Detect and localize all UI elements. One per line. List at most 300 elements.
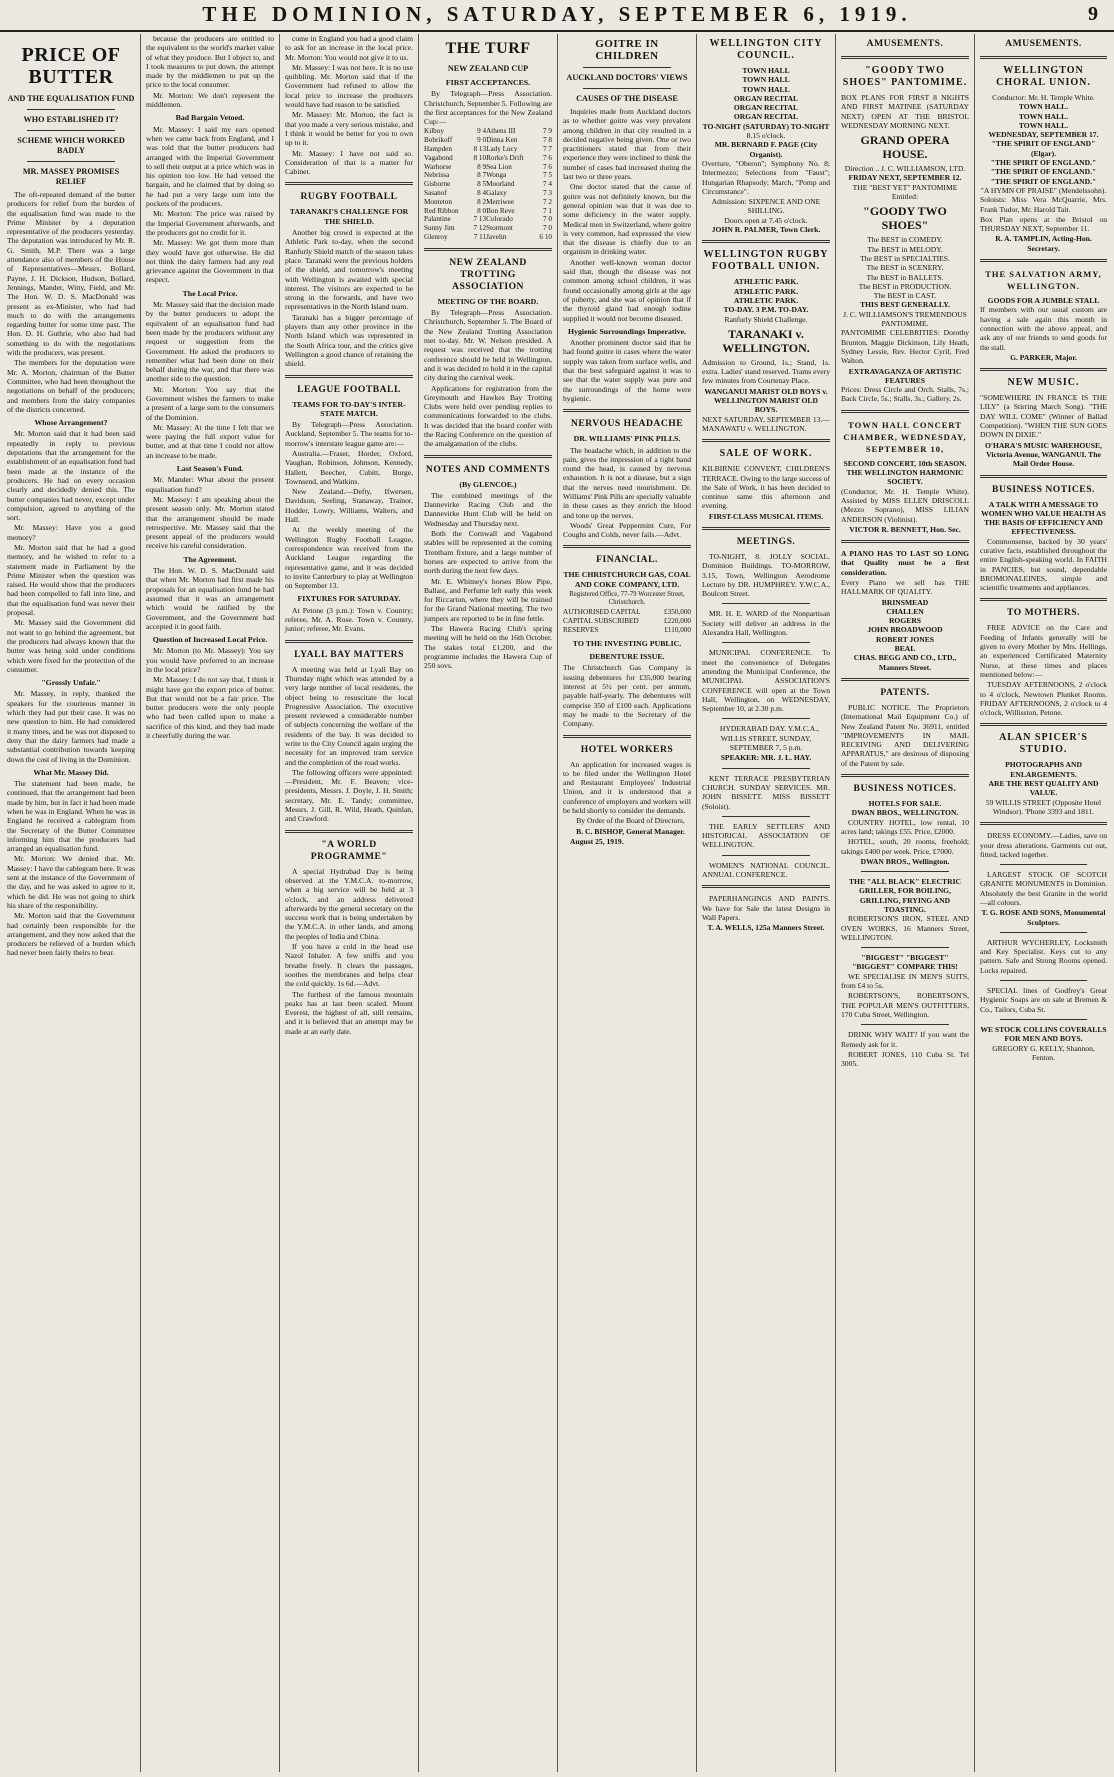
divider: [841, 56, 969, 59]
horse-weight: 7 0: [543, 215, 552, 224]
divider: [285, 830, 413, 833]
ad-text: MR. H. E. WARD of the Nonpartisan Society will deliver an address in the Alexandra Hall, Wellington.: [702, 609, 830, 638]
headline-the-turf: THE TURF: [445, 40, 531, 57]
ad-line: TOWN HALL.: [1018, 102, 1069, 112]
divider: [27, 109, 115, 110]
horse-weight: 8 5: [477, 180, 487, 189]
ad-spicer-studio: [980, 732, 1107, 816]
divider: [841, 678, 969, 681]
capital-label: RESERVES: [563, 626, 599, 635]
article-paragraph: Mr. Morton: The price was raised by the Imperial Government afterwards, and the producers got no credit for it.: [146, 209, 274, 237]
article-paragraph: The combined meetings of the Dannevirke Racing Club and the Dannevirke Hunt Club will be held on Wednesday and Thursday next.: [424, 490, 552, 528]
headline-goitre: GOITRE IN CHILDREN: [595, 38, 659, 62]
divider: [702, 885, 830, 888]
ad-line: BEAL: [894, 644, 916, 654]
ad-line: Admission: SIXPENCE AND ONE SHILLING.: [711, 197, 821, 216]
headline-hotel-workers: HOTEL WORKERS: [580, 743, 674, 755]
horse-name: Galaxy: [486, 189, 507, 198]
ad-teams: TARANAKI v. WELLINGTON.: [722, 326, 810, 355]
subheading-who-established: WHO ESTABLISHED IT?: [23, 115, 119, 124]
ad-heading: TOWN HALL CONCERT CHAMBER, WEDNESDAY, SEPTEMBER 10,: [843, 419, 967, 454]
divider: [980, 259, 1107, 262]
ad-line: HOTELS FOR SALE.: [868, 799, 942, 809]
article-paragraph: Mr. Massey: At the time I felt that we were paying the full export value for butter, and at that time I could not allow an increase to be made.: [146, 422, 274, 460]
capital-row: [563, 617, 691, 626]
article-paragraph: Mr. Massey: I was not here. It is no use quibbling. Mr. Morton said that if the Government had refused to allow the local price to increase the producers would have had reason to be satisfied.: [285, 62, 413, 110]
ad-text: Every Piano we sell has THE HALLMARK OF QUALITY.: [841, 577, 969, 597]
article-paragraph: Mr. Massey: I have not said so. Consideration of that is a matter for Cabinet.: [285, 148, 413, 177]
divider: [1000, 1019, 1087, 1020]
ad-line: CHALLEN: [886, 606, 924, 616]
ad-line: BRINSMEAD: [881, 597, 929, 607]
ad-text: HYDERABAD DAY. Y.M.C.A., WILLIS STREET, SUNDAY, SEPTEMBER 7, 5 p.m.: [719, 724, 820, 753]
divider: [861, 947, 949, 948]
ad-text: KILBIRNIE CONVENT, CHILDREN'S TERRACE. Owing to the large success of the Sale of Work, it has been decided to continue same this afternoon and evening.: [702, 464, 830, 511]
article-paragraph: The members for the deputation were Mr. A. Morton, chairman of the Butter Committee, who had been throughout the negotiations on behalf of the producers; and members from the dairy companies of the districts concerned.: [7, 358, 135, 414]
page-number: 9: [1088, 3, 1098, 25]
subheading-auckland-doctors: AUCKLAND DOCTORS' VIEWS: [566, 73, 688, 82]
divider: [702, 527, 830, 530]
signature-name: B. C. BISHOP, General Manager.: [576, 826, 685, 836]
horse-name: Palantine: [424, 215, 451, 224]
ad-line: WEDNESDAY, SEPTEMBER 17.: [988, 130, 1099, 140]
ad-heading: ALAN SPICER'S STUDIO.: [999, 732, 1088, 756]
company-name: THE CHRISTCHURCH GAS, COAL AND COKE COMPANY, LTD.: [563, 570, 691, 589]
divider: [980, 368, 1107, 371]
ad-text: HOTEL, south, 20 rooms, freehold; takings £400 per week. Price, £7000.: [841, 837, 969, 856]
section-subheading: "Grossly Unfair.": [41, 678, 101, 688]
article-paragraph: A special Hydrabad Day is being observed at the Y.M.C.A. to-morrow, when a big service will be held at 3 o'clock, and an address delivered afterwards by the general secretary on the success work that is being undertaken by the Y.M.C.A. in other lands, and among the peoples of India and China.: [285, 866, 413, 941]
investing-public-heading: TO THE INVESTING PUBLIC.: [572, 638, 682, 648]
divider: [583, 88, 671, 89]
acceptance-row: [424, 145, 552, 154]
horse-weight: 7 0: [543, 224, 552, 233]
article-paragraph: Another prominent doctor said that he had found goitre in cases where the water supply was taken from surface wells, and that the best safeguard against it was to see that the water supply was pure and the surroundings of the home were hygienic.: [563, 338, 691, 403]
ad-text: PUBLIC NOTICE. The Proprietors (International Mail Equipment Co.) of New Zealand Patent No. 36911, entitled "IMPROVEMENTS IN MAIL RECEIVING AND DELIVERING APPARATUS," are desirous of disposing of the Patent by sale.: [841, 702, 969, 768]
horse-name: Kilboy: [424, 127, 444, 136]
article-paragraph: Mr. Morton said that it had been said repeatedly in reply to previous deputations that the arrangement for the establishment of an equalisation fund had been made at the instance of the producers. He had on every occasion clearly and decidedly denied this. The butter companies had never, except under compulsion, agreed to anything of the sort.: [7, 429, 135, 523]
article-paragraph: An application for increased wages is to be filed under the Wellington Hotel and Restaurant Employees' Industrial Union, and it is understood that a conference of employers and workers will be held shortly to consider the demands.: [563, 759, 691, 816]
divider: [1000, 864, 1087, 865]
divider: [980, 822, 1107, 825]
article-paragraph: One doctor stated that the cause of goitre was not definitely known, but the general opinion was that it was due to some deficiency in the water supply. Medical men in Switzerland, where goitre is very common, had expressed the view that the disease is chiefly due to an organism in drinking water.: [563, 182, 691, 257]
piano-list: [841, 598, 969, 654]
article-paragraph: The furthest of the famous mountain peaks has at last been scaled. Mount Everest, the highest of all, still remains, and it is believed that an attempt may be made at an early date.: [285, 989, 413, 1036]
ad-signature: T. G. ROSE AND SONS, Monumental Sculptors.: [981, 908, 1106, 927]
ad-line: THE "BEST YET" PANTOMIME Entitled:: [852, 182, 958, 202]
ad-line: PHOTOGRAPHS AND ENLARGEMENTS.: [1005, 760, 1082, 779]
article-paragraph: The following officers were appointed:—President, Mr. F. Beaven; vice-presidents, Messrs. J. Doyle, J. H. Smith; secretary, Mr. E. Tandy; committee, Messrs. J. Gill, R. Wild, Heath, Quinlan, and Crawford.: [285, 767, 413, 824]
section-subheading: (By GLENCOE.): [459, 479, 517, 489]
divider: [841, 410, 969, 413]
ad-line: JOHN BROADWOOD: [867, 625, 943, 635]
ad-line: The BEST in SPECIALTIES.: [860, 253, 950, 263]
ad-line: ATHLETIC PARK.: [733, 295, 799, 305]
headline-price-of-butter: PRICE OF BUTTER: [21, 44, 121, 88]
divider: [861, 1024, 949, 1025]
ad-new-music: [980, 377, 1107, 468]
acceptance-row: [424, 233, 552, 242]
ad-line: GOODS FOR A JUMBLE STALL: [987, 296, 1100, 306]
article-paragraph: If you have a cold in the head use Nazol Inhaler. A few sniffs and you breathe freely. It clears the passages, soothes the membranes and helps clear the cold quickly. 1s 6d.—Advt.: [285, 942, 413, 989]
horse-weight: 7 6: [543, 162, 552, 171]
ad-text: MUNICIPAL CONFERENCE. To meet the convenience of Delegates attending the Municipal Conference, the MUNICIPAL ASSOCIATION'S CONFERENCE will open at the Town Hall, Wellington, on WEDNESDAY, September 10, at 2.30 p.m.: [702, 648, 830, 714]
debenture-heading: DEBENTURE ISSUE.: [589, 652, 665, 662]
article-paragraph: Mr. Massey said that the decision made by the butter producers to adopt the equivalent of an equalisation fund had been made by the producers without any request or suggestion from the Government. He asked the producers to remember what had been done on their behalf during the war, and that there was another side to the question.: [146, 300, 274, 384]
horse-weight: 8 9: [477, 162, 487, 171]
town-hall-lines: [980, 102, 1107, 130]
column-1: [2, 34, 141, 1772]
ad-text: 59 WILLIS STREET (Opposite Hotel Windsor). 'Phone 3393 and 1811.: [985, 797, 1102, 816]
article-paragraph: because the producers are entitled to the equivalent to the world's market value of what they produce. But I object to, and I took measures to put down, the attempt made by the middlemen to put up the price to the local consumer.: [146, 34, 274, 90]
ad-line: The BEST in CAST.: [873, 291, 937, 301]
ad-signature: O'HARA'S MUSIC WAREHOUSE, Victoria Avenue, WANGANUI. The Mail Order House.: [985, 440, 1102, 469]
horse-name: Sea Lion: [486, 162, 512, 171]
ad-line: ATHLETIC PARK.: [733, 277, 799, 287]
horse-name: Bon Reve: [486, 206, 515, 215]
best-list: [841, 235, 969, 300]
ad-signature: CHAS. BEGG AND CO., LTD., Manners Street.: [853, 653, 957, 672]
ad-signature: T. A. WELLS, 125a Manners Street.: [707, 923, 825, 933]
divider: [722, 816, 810, 817]
ad-heading: WELLINGTON CITY COUNCIL.: [709, 38, 823, 61]
column-8: [975, 34, 1112, 1772]
capital-label: CAPITAL SUBSCRIBED: [563, 617, 639, 626]
horse-name: Gisborne: [424, 180, 451, 189]
ad-line: EXTRAVAGANZA OF ARTISTIC FEATURES: [848, 366, 962, 385]
capital-row: [563, 626, 691, 635]
divider: [285, 182, 413, 185]
ad-text: A PIANO HAS TO LAST SO LONG that Quality must be a first consideration.: [841, 549, 969, 577]
article-paragraph: Mr. Massey said the Government did not want to go behind the agreement, but the producers had always known that the butter was being sold under conditions which were fixed for the protection of the consumer.: [7, 618, 135, 674]
ad-text: TO-NIGHT, 8. JOLLY SOCIAL. Dominion Buildings. TO-MORROW, 3.15, Town, Wellington Aerodrome Lecture by DR. HUMPHREY. Y.W.C.A., Boulcott Street.: [702, 551, 830, 599]
article-paragraph: Mr. Massey, in reply, thanked the speakers for the courteous manner in which they had put their case. It was no new question to him. He had considered it many times, and he was not disposed to deny that the dairy farmers had made a substantial contribution towards keeping down the cost of living in the Dominion.: [7, 689, 135, 764]
acceptance-row: [424, 180, 552, 189]
ad-line: The BEST in PRODUCTION.: [858, 281, 952, 291]
horse-weight: 8 13: [473, 145, 487, 154]
divider: [702, 439, 830, 442]
acceptance-row: [424, 198, 552, 207]
headline-business-notices: BUSINESS NOTICES.: [853, 783, 957, 795]
divider: [702, 240, 830, 243]
article-paragraph: Both the Cornwall and Vagabond stables will be represented at the coming Trentham fixture, and a large number of horses are expected to arrive from the north during the next few days.: [424, 529, 552, 576]
horse-name: Dinna Ken: [486, 136, 518, 145]
horse-name: Sasanof: [424, 189, 447, 198]
subheading-causes: CAUSES OF THE DISEASE: [576, 94, 678, 103]
horse-weight: 7 6: [543, 153, 552, 162]
article-paragraph: The headache which, in addition to the pain, gives the impression of a tight band round the head, is caused by nervous exhaustion. It is not a disease, but a sign that the nerves need nourishment. Dr. Williams' Pink Pills are specially valuable in these cases as they enrich the blood and tone up the nerves.: [563, 445, 691, 520]
section-subheading: DR. WILLIAMS' PINK PILLS.: [573, 434, 681, 444]
ad-text: SPECIAL lines of Godfrey's Great Hygienic Soaps are on sale at Bremen & Co., Tailors, Cuba St.: [980, 986, 1107, 1014]
divider: [722, 603, 810, 604]
horse-weight: 8 0: [477, 206, 487, 215]
ad-signature: DWAN BROS., Wellington.: [860, 856, 950, 866]
divider: [841, 774, 969, 777]
signature-line: By Order of the Board of Directors,: [576, 816, 685, 826]
divider: [980, 598, 1107, 601]
divider: [980, 56, 1107, 59]
divider: [563, 735, 691, 738]
horse-weight: 8 4: [477, 189, 487, 198]
ad-line: FRIDAY NEXT, SEPTEMBER 12.: [848, 173, 962, 183]
horse-name: Sunny Jim: [424, 224, 455, 233]
section-subheading: Whose Arrangement?: [34, 418, 108, 428]
ad-heading: NEW MUSIC.: [1007, 377, 1080, 389]
ad-line: WE STOCK COLLINS COVERALLS FOR MEN AND BOYS.: [980, 1024, 1107, 1044]
ad-signature: VICTOR R. BENNETT, Hon. Sec.: [849, 524, 961, 534]
town-hall-lines: [702, 66, 830, 122]
ad-text: FREE ADVICE on the Care and Feeding of Infants generally will be given to every Mother by Mrs. Hellings, an experienced Certificated Maternity Nurse, at these times and places mentioned below:—: [980, 623, 1107, 679]
column-3: [280, 34, 419, 1772]
divider: [285, 375, 413, 378]
headline-financial: FINANCIAL.: [596, 554, 658, 566]
ad-line: TO-DAY. 3 P.M. TO-DAY.: [723, 305, 809, 315]
section-subheading: The Agreement.: [183, 554, 237, 564]
ad-heading: "GOODY TWO SHOES" PANTOMIME.: [842, 65, 968, 88]
divider: [563, 545, 691, 548]
ad-line: The BEST in COMEDY.: [867, 235, 943, 245]
article-paragraph: Mr. Massey: Have you a good memory?: [7, 523, 135, 542]
ad-text: THE EARLY SETTLERS' AND HISTORICAL ASSOCIATION OF WELLINGTON.: [702, 821, 830, 850]
headline-to-mothers: TO MOTHERS.: [1006, 607, 1081, 619]
article-paragraph: Mr. Massey: I said my ears opened when we came back from England, and I was told that the butter producers had arranged with the Imperial Government to sell their output at a price which was in his opinion too low. He had vetoed the bargain, and he claimed that by doing so he had put a very large sum into the pockets of the producers.: [146, 124, 274, 209]
divider: [722, 768, 810, 769]
ad-text: DRINK WHY WAIT? If you want the Remedy ask for it.: [841, 1030, 969, 1049]
divider: [861, 871, 949, 872]
ad-text: DRESS ECONOMY.—Ladies, save on your dress alterations. Garments cut out, fitted, tacked together.: [980, 831, 1107, 859]
divider: [27, 161, 115, 162]
acceptance-row: [424, 171, 552, 180]
ad-text: COUNTRY HOTEL, low rental, 10 acres land; takings £55. Price, £2000.: [841, 817, 969, 836]
acceptance-row: [424, 163, 552, 172]
ad-line: TOWN HALL.: [1018, 111, 1069, 121]
article-paragraph: Taranaki has a bigger percentage of players than any other province in the North Island which was represented in the South Africa tour, and the critics give Wellington a good chance of retaining the shield.: [285, 312, 413, 369]
horse-weight: 8 10: [473, 153, 487, 162]
masthead: [0, 0, 1114, 32]
article-paragraph: By Telegraph—Press Association. Christchurch, September 5. The Board of the New Zealand Trotting Association met to-day. Mr. W. Nelson presided. A request was received that the trotting conference should be held in Wellington, and it was decided to hold it in the capital city during the carnival week.: [424, 308, 552, 383]
ad-heading: THE SALVATION ARMY, WELLINGTON.: [985, 269, 1102, 292]
ad-text: Soloists: Miss Vera McQuarrie, Mrs. Frank Tudor, Mr. Harold Tait.: [980, 195, 1107, 214]
ad-line: Direction .. J. C. WILLIAMSON, LTD.: [844, 164, 966, 174]
ad-heading: SALE OF WORK.: [719, 448, 813, 460]
ad-line: The BEST in BALLETS.: [866, 272, 944, 282]
registered-office: Registered Office, 77-79 Worcester Street, Christchurch.: [569, 591, 685, 607]
ad-line: A TALK WITH A MESSAGE TO WOMEN WHO VALUE HEALTH AS THE BASIS OF EFFICIENCY AND EFFECTIVENESS.: [981, 499, 1106, 537]
column-7: [836, 34, 975, 1772]
ad-line: ROBERT JONES: [875, 634, 935, 644]
ad-text: ROBERTSON'S IRON, STEEL AND OVEN WORKS, 16 Manners Street, WELLINGTON.: [841, 914, 969, 942]
article-paragraph: New Zealand.—Defty, Ifwersen, Davidson, Seeling, Stanaway, Trainor, Hodder, Lowry, Williams, Walters, and Hall.: [285, 487, 413, 525]
divider: [424, 455, 552, 458]
article-paragraph: Mr. Massey: I am speaking about the present season only. Mr. Morton stated that the arrangement should be made retrospective. Mr. Massey said that the present appeal of the producers would receive his careful consideration.: [146, 494, 274, 551]
horse-weight: 7 12: [473, 224, 487, 233]
ad-venue: GRAND OPERA HOUSE.: [860, 133, 950, 162]
notice-date: August 25, 1919.: [570, 836, 624, 846]
horse-name: Colorado: [486, 215, 513, 224]
headline-nervous-headache: NERVOUS HEADACHE: [570, 418, 684, 430]
spirit-lines: [980, 158, 1107, 186]
article-paragraph: Mr. Morton: We denied that. Mr. Massey: I have the cablegram here. It was sent at the instance of the Government of the day, and he was asked to agree to it, which he did. He was not going to shirk his share of the responsibility.: [7, 854, 135, 910]
acceptance-row: [424, 215, 552, 224]
ad-line: WANGANUI MARIST OLD BOYS v. WELLINGTON MARIST OLD BOYS.: [704, 386, 828, 415]
horse-name: Hampden: [424, 145, 452, 154]
horse-weight: 7 1: [543, 206, 552, 215]
article-paragraph: Mr. Massey: I do not say that. I think it might have got the export price of butter. But that would not be a fair price. The butter producers were the only people who had been called upon to make a sacrifice of this kind, and they had made it cheerfully during the war.: [146, 675, 274, 741]
article-paragraph: Mr. Morton: You say that the Government wishes the farmers to make a present of a large sum to the consumers of the Dominion.: [146, 384, 274, 422]
divider: [1000, 980, 1087, 981]
column-2: [141, 34, 280, 1772]
ad-pantomime: [841, 65, 969, 404]
divider: [285, 640, 413, 643]
ad-text: ROBERT JONES, 110 Cuba St. Tel 3005.: [841, 1049, 969, 1069]
horse-weight: 7 8: [543, 136, 552, 145]
ad-line: "THE SPIRIT OF ENGLAND.": [990, 167, 1097, 177]
article-paragraph: Applications for registration from the Greymouth and Hawkes Bay Trotting Clubs were held over pending replies to communications forwarded to the clubs. It was decided that the board confer with the Racing Conference on the question of the amalgamation of the clubs.: [424, 383, 552, 449]
ad-line: MR. BERNARD F. PAGE (City Organist).: [714, 140, 818, 159]
headline-business-notices: BUSINESS NOTICES.: [992, 483, 1095, 495]
ad-sale-of-work: [702, 448, 830, 521]
ad-heading: WELLINGTON CHORAL UNION.: [996, 65, 1091, 88]
section-subheading: TEAMS FOR TO-DAY'S INTER-STATE MATCH.: [292, 399, 406, 418]
ad-text: Admission to Ground, 1s.; Stand, 1s. extra. Ladies' stand reserved. Trams every few minutes from Courtenay Place.: [702, 357, 830, 386]
article-paragraph: The oft-repeated demand of the butter producers for relief from the burden of the equalisation fund was made to the Prime Minister by a deputation representative of the producers yesterday. The deputation was introduced by Mr. R. G. Smith, M.P. There was a large attendance also of members of the House of Representatives—Messrs. Bollard, Payne, J. H. Dickson, Hudson, Bollard, Jennings, Mander, Witty, Field, and Mr. The Hon. W. D. S. MacDonald was present as ex-Minister, who had had much to do with the arrangements regarding butter for some time past. The Hon. D. H. Guthrie, who also had had something to do with the negotiations with the producers, was present.: [7, 190, 135, 358]
headline-world-programme: "A WORLD PROGRAMME": [310, 838, 388, 862]
horse-weight: 7 13: [473, 215, 487, 224]
headline-patents: PATENTS.: [880, 686, 930, 698]
ad-line: "BIGGEST" "BIGGEST" "BIGGEST" COMPARE THIS!: [852, 953, 958, 972]
divider: [424, 248, 552, 251]
capital-value: £350,000: [664, 608, 691, 617]
divider: [1000, 932, 1087, 933]
article-paragraph: Mr. Massey: We got them more than they would have got otherwise. He did not think the dairy farmers had any real grievance against the Government in that respect.: [146, 238, 274, 285]
ad-line: The BEST in SCENERY.: [866, 263, 944, 273]
ad-city-council: [702, 38, 830, 234]
ad-line: TOWN HALL: [742, 84, 790, 94]
section-subheading: What Mr. Massey Did.: [33, 767, 109, 777]
horse-weight: 7 3: [543, 189, 552, 198]
article-paragraph: At the weekly meeting of the Wellington Rugby Football League, correspondence was received from the Auckland League regarding the representative game, and it was decided to invite Canterbury to play at Wellington on September 13.: [285, 525, 413, 591]
article-paragraph: Mr. Morton (to Mr. Massey): You say you would have preferred to an increase in the local price?: [146, 646, 274, 674]
ad-line: TOWN HALL: [742, 75, 790, 85]
ad-text: WOMEN'S NATIONAL COUNCIL. ANNUAL CONFERENCE.: [702, 860, 830, 879]
horse-name: Lady Lucy: [486, 145, 518, 154]
ad-line: SECOND CONCERT, 10th SEASON. THE WELLINGTON HARMONIC SOCIETY.: [843, 458, 967, 487]
horse-weight: 7 2: [543, 197, 552, 206]
horse-weight: 7 7: [543, 145, 552, 154]
acceptance-row: [424, 136, 552, 145]
ad-line: TOWN HALL.: [1018, 120, 1069, 130]
subheading-equalisation-fund: AND THE EQUALISATION FUND: [7, 94, 135, 103]
article-paragraph: At Petone (3 p.m.): Town v. Country; referee, Mr. A. Rose. Town v. Country, junior; referee, Mr. Evans.: [285, 605, 413, 634]
ad-rugby-union: [702, 249, 830, 433]
section-subheading: FIXTURES FOR SATURDAY.: [297, 594, 401, 604]
ad-text: TUESDAY AFTERNOONS, 2 o'clock to 4 o'clock, Newtown Plunket Rooms. FRIDAY AFTERNOONS, 2 o'clock to 4 o'clock, Willisston, Petone.: [980, 680, 1107, 718]
horse-name: Red Ribbon: [424, 206, 459, 215]
article-paragraph: Mr. E. Whitney's horses Blow Pipe, Ballast, and Perfume left early this week for Riccarton, where they will be trained for the Grand National meeting. The two jumpers are reported to be in fine fettle.: [424, 576, 552, 623]
divider: [722, 718, 810, 719]
ad-signature: G. PARKER, Major.: [1010, 352, 1077, 362]
section-subheading: FIRST ACCEPTANCES.: [445, 78, 531, 87]
horse-weight: 7 11: [473, 233, 487, 242]
headline-amusements: AMUSEMENTS.: [1005, 38, 1082, 49]
ad-line: Conductor: Mr. H. Temple White.: [992, 93, 1095, 102]
article-paragraph: Mr. Morton said that he had a good memory, and he wished to refer to a statement made in Parliament by the Prime Minister when the question was raised. He would show that the producers had been compelled to fall into line, and that the equalisation fund was never their proposal.: [7, 542, 135, 618]
ad-line: Ranfurly Shield Challenge.: [724, 314, 808, 324]
ad-signature: GREGORY G. KELLY, Shannon, Fenton.: [992, 1043, 1095, 1062]
article-paragraph: By Telegraph—Press Association. Christchurch, September 5. Following are the first acceptances for the New Zealand Cup:—: [424, 89, 552, 127]
capital-label: AUTHORISED CAPITAL: [563, 608, 641, 617]
ad-text: ROBERTSON'S, ROBERTSON'S, THE POPULAR MEN'S OUTFITTERS, 170 Cuba Street, Wellington.: [841, 991, 969, 1019]
column-4: [419, 34, 558, 1772]
article-paragraph: Mr. Mander: What about the present equalisation fund?: [146, 475, 274, 494]
article-paragraph: Mr. Morton: We don't represent the middlemen.: [146, 90, 274, 110]
ad-line: ROGERS: [888, 616, 922, 626]
headline-trotting-association: NEW ZEALAND TROTTING ASSOCIATION: [449, 256, 527, 292]
section-subheading: Bad Bargain Vetoed.: [175, 113, 245, 123]
ad-text: PAPERHANGINGS AND PAINTS. We have for Sale the latest Designs in Wall Papers.: [702, 894, 830, 922]
section-subheading: TARANAKI'S CHALLENGE FOR THE SHIELD.: [289, 207, 409, 226]
acceptance-row: [424, 207, 552, 216]
divider: [841, 540, 969, 543]
ad-line: TO-NIGHT (SATURDAY) TO-NIGHT: [702, 121, 830, 131]
ad-signature: JOHN R. PALMER, Town Clerk.: [711, 225, 821, 235]
horse-weight: 7 5: [543, 171, 552, 180]
ad-line: "A HYMN OF PRAISE" (Mendelssohn).: [980, 185, 1107, 195]
ad-text: NEXT SATURDAY, SEPTEMBER 13.—MANAWATU v. WELLINGTON.: [702, 414, 830, 433]
article-paragraph: Woods' Great Peppermint Cure, For Coughs and Colds, never fails.—Advt.: [563, 520, 691, 540]
ad-text: BOX PLANS FOR FIRST 8 NIGHTS AND FIRST MATINEE (SATURDAY NEXT) OPEN AT THE BRISTOL WEDNESDAY MORNING NEXT.: [841, 93, 969, 130]
divider: [722, 642, 810, 643]
acceptance-row: [424, 154, 552, 163]
article-paragraph: A meeting was held at Lyall Bay on Thursday night which was attended by a very large number of local residents, the object being to resuscitate the local Progressive Association. The executive present reviewed a considerable number of subjects concerning the welfare of the residents of the bay. It was decided to write to the City Council again urging the necessity for an improved tram service and the completion of the road works.: [285, 664, 413, 767]
headline-lyall-bay: LYALL BAY MATTERS: [294, 648, 404, 660]
article-paragraph: Mr. Morton said that the Government had certainly been responsible for the arrangement, and they now asked that the producers be relieved of a burden which had never been fairly theirs to bear.: [7, 911, 135, 958]
capital-value: £220,000: [664, 617, 691, 626]
horse-name: Moorland: [486, 180, 515, 189]
divider: [583, 67, 671, 68]
article-paragraph: Inquiries made from Auckland doctors as to whether goitre was very prevalent among children in that city resulted in a decided negative being given. One or two practitioners stated that from their experience they were inclined to think the number of cases had increased during the last two or three years.: [563, 107, 691, 182]
capital-value: £110,000: [664, 626, 691, 635]
headline-amusements: AMUSEMENTS.: [866, 38, 944, 49]
article-paragraph: The Hon. W. D. S. MacDonald said that when Mr. Morton had first made his proposals for an equalisation fund he had assumed that it was an arrangement which would be ratified by the Government, and the Government had accepted it in good faith.: [146, 566, 274, 631]
section-subheading: Hygienic Surroundings Imperative.: [568, 326, 686, 336]
horse-name: Stormont: [486, 224, 513, 233]
acceptances-table: [424, 127, 552, 241]
ad-heading: WELLINGTON RUGBY FOOTBALL UNION.: [703, 249, 829, 273]
horse-weight: 8 7: [477, 171, 487, 180]
capital-row: [563, 608, 691, 617]
ad-text: ARTHUR WYCHERLEY, Locksmith and Key Specialist. Keys cut to any pattern. Safe and Strong Rooms opened. Locks repaired.: [980, 937, 1107, 975]
ad-line: "THE SPIRIT OF ENGLAND.": [990, 158, 1097, 168]
section-subheading: MEETING OF THE BOARD.: [437, 296, 539, 306]
acceptance-row: [424, 224, 552, 233]
acceptance-row: [424, 189, 552, 198]
divider: [722, 855, 810, 856]
ad-text: WE SPECIALISE IN MEN'S SUITS, from £4 to 5s.: [841, 971, 969, 991]
article-paragraph: Another well-known woman doctor said that, though the disease was not common among school children, it was found occasionally among girls at the age of puberty, and she was of opinion that if the thyroid gland had enough iodine supplied it would not become diseased.: [563, 257, 691, 323]
article-paragraph: The statement had been made, he continued, that the arrangement had been made by him, but in fact it had been made when he was in England. When he was in England he received a cablegram from the Secretary of the Butter Committee informing him that the producers had arranged an equalisation fund.: [7, 779, 135, 854]
horse-name: Wonga: [486, 171, 507, 180]
article-paragraph: come in England you had a good claim to ask for an increase in the local price. Mr. Morton: You would not give it to us.: [285, 34, 413, 62]
headline-league-football: LEAGUE FOOTBALL: [297, 383, 401, 395]
ad-line: THIS BEST GENERALLY.: [860, 300, 950, 310]
ad-line: "THE SPIRIT OF ENGLAND.": [990, 176, 1097, 186]
ad-text: PANTOMIME CELEBRITIES: Dorothy Brunton, Maggie Dickinson, Lily Heath, Sydney Lessie, Rev. Hector Cyril, Fred Walton.: [841, 328, 969, 366]
ad-line: FIRST-CLASS MUSICAL ITEMS.: [708, 511, 824, 521]
article-paragraph: The Christchurch Gas Company is issuing debentures for £35,000 bearing interest at 5½ per cent. per annum, payable half-yearly. The debentures will comprise 350 of £100 each. Applications may be made to the Secretary of the Company.: [563, 663, 691, 729]
horse-weight: 9 0: [477, 136, 487, 145]
ad-salvation-army: [980, 268, 1107, 362]
